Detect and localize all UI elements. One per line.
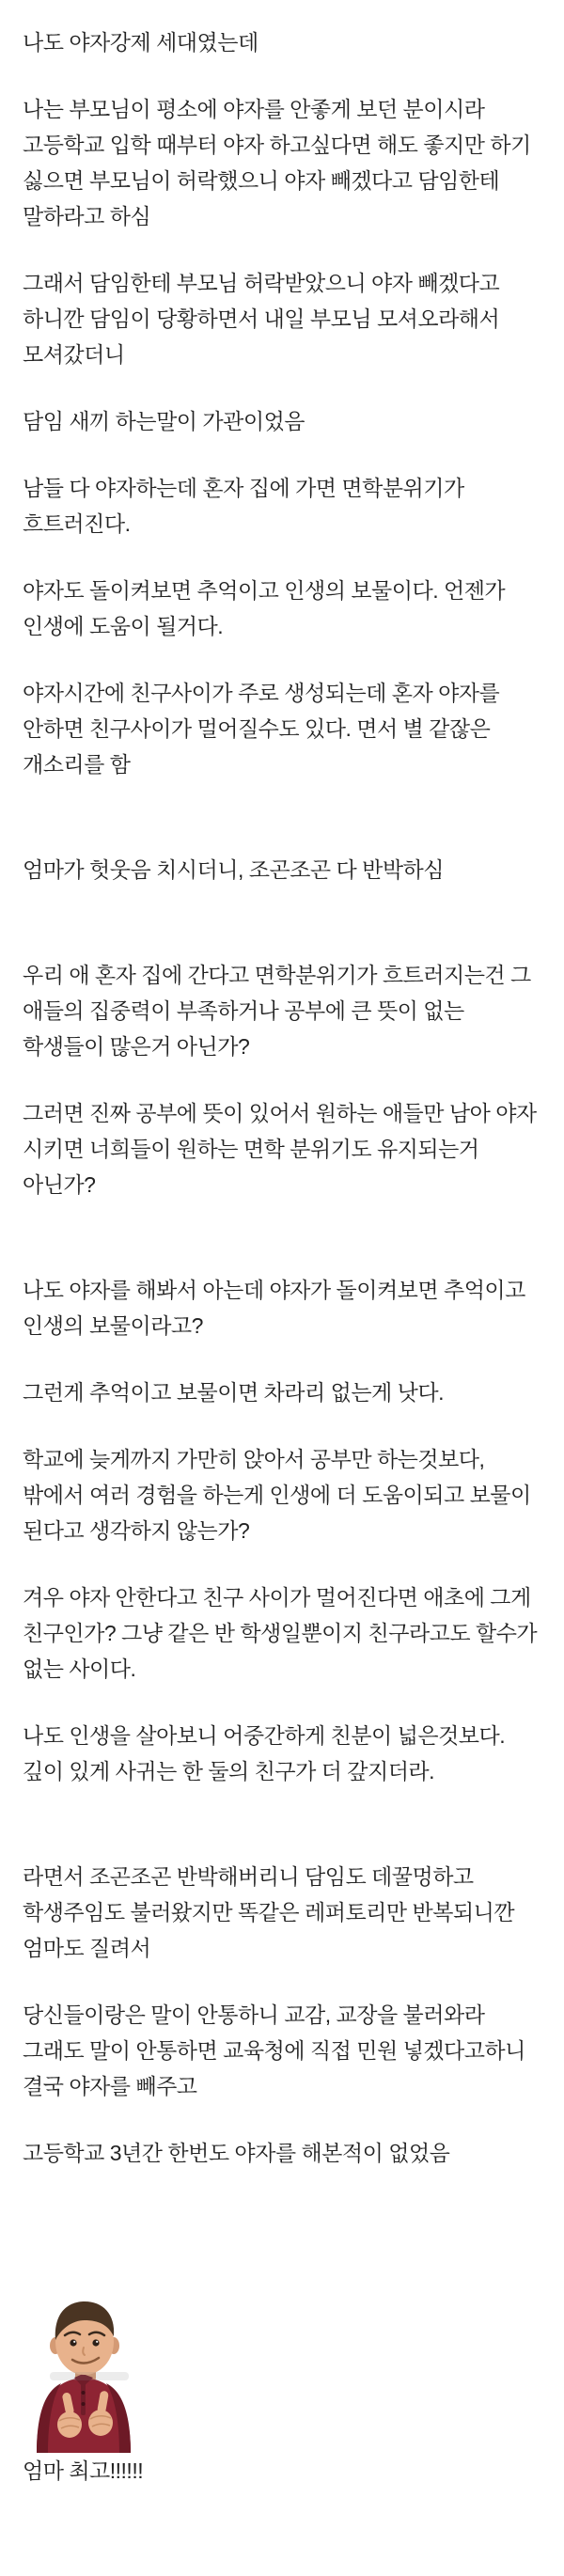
post-paragraph: 당신들이랑은 말이 안통하니 교감, 교장을 불러와라 그래도 말이 안통하면 교육청에 직접 민원 넣겠다고하니 결국 야자를 빼주고: [23, 2003, 525, 2098]
boy-eye-right: [92, 2339, 99, 2346]
post-paragraph: 학교에 늦게까지 가만히 앉아서 공부만 하는것보다, 밖에서 여러 경험을 하는게 인생에 더 도움이되고 보물이 된다고 생각하지 않는가?: [23, 1447, 531, 1543]
post-paragraph: 그러면 진짜 공부에 뜻이 있어서 원하는 애들만 남아 야자 시키면 너희들이 원하는 면학 분위기도 유지되는거 아닌가?: [23, 1101, 537, 1197]
post-paragraph: 남들 다 야자하는데 혼자 집에 가면 면학분위기가 흐트러진다.: [23, 476, 464, 536]
eye-highlight: [96, 2341, 98, 2343]
post-paragraph: 야자도 돌이켜보면 추억이고 인생의 보물이다. 언젠가 인생에 도움이 될거다.: [23, 578, 506, 638]
shirt-button: [82, 2391, 86, 2395]
post-paragraph: 나도 인생을 살아보니 어중간하게 친분이 넓은것보다. 깊이 있게 사귀는 한 둘의 친구가 더 갚지더라.: [23, 1723, 506, 1783]
shirt-button: [82, 2402, 86, 2406]
post-paragraph: 우리 애 혼자 집에 간다고 면학분위기가 흐트러지는건 그 애들의 집중력이 부족하거나 공부에 큰 뜻이 없는 학생들이 많은거 아닌가?: [23, 963, 531, 1059]
post-paragraph: 담임 새끼 하는말이 가관이었음: [23, 409, 306, 433]
post-paragraph: 나도 야자를 해봐서 아는데 야자가 돌이켜보면 추억이고 인생의 보물이라고?: [23, 1278, 525, 1338]
photo-watermark: [50, 2372, 129, 2380]
thumbs-up-boy-photo: [24, 2293, 143, 2453]
eye-highlight: [73, 2341, 75, 2343]
thumbs-up-boy-illustration: [24, 2293, 143, 2453]
post-paragraph: 엄마가 헛웃음 치시더니, 조곤조곤 다 반박하심: [23, 857, 444, 882]
boy-placket: [81, 2383, 86, 2415]
post-paragraph: 야자시간에 친구사이가 주로 생성되는데 혼자 야자를 안하면 친구사이가 멀어질수도 있다. 면서 별 같잖은 개소리를 함: [23, 681, 500, 777]
post-paragraph: 그래서 담임한테 부모님 허락받았으니 야자 빼겠다고 하니깐 담임이 당황하면서 내일 부모님 모셔오라해서 모셔갔더니: [23, 271, 500, 367]
post-paragraph: 겨우 야자 안한다고 친구 사이가 멀어진다면 애초에 그게 친구인가? 그냥 같은 반 학생일뿐이지 친구라고도 할수가 없는 사이다.: [23, 1585, 538, 1681]
post-paragraph: 고등학교 3년간 한번도 야자를 해본적이 없었음: [23, 2141, 450, 2165]
post-paragraph: 나도 야자강제 세대였는데: [23, 30, 258, 55]
boy-eye-left: [70, 2339, 76, 2346]
post-paragraph: 나는 부모님이 평소에 야자를 안좋게 보던 분이시라 고등학교 입학 때부터 야자 하고싶다면 해도 좋지만 하기 싫으면 부모님이 허락했으니 야자 빼겠다고 담임한테 말하라고 하심: [23, 97, 531, 228]
post-paragraph: 라면서 조곤조곤 반박해버리니 담임도 데꿀멍하고 학생주임도 불러왔지만 똑같은 레퍼토리만 반복되니깐 엄마도 질려서: [23, 1864, 515, 1960]
post-paragraph: 그런게 추억이고 보물이면 차라리 없는게 낫다.: [23, 1380, 444, 1405]
post-caption: 엄마 최고!!!!!!: [23, 2458, 144, 2483]
